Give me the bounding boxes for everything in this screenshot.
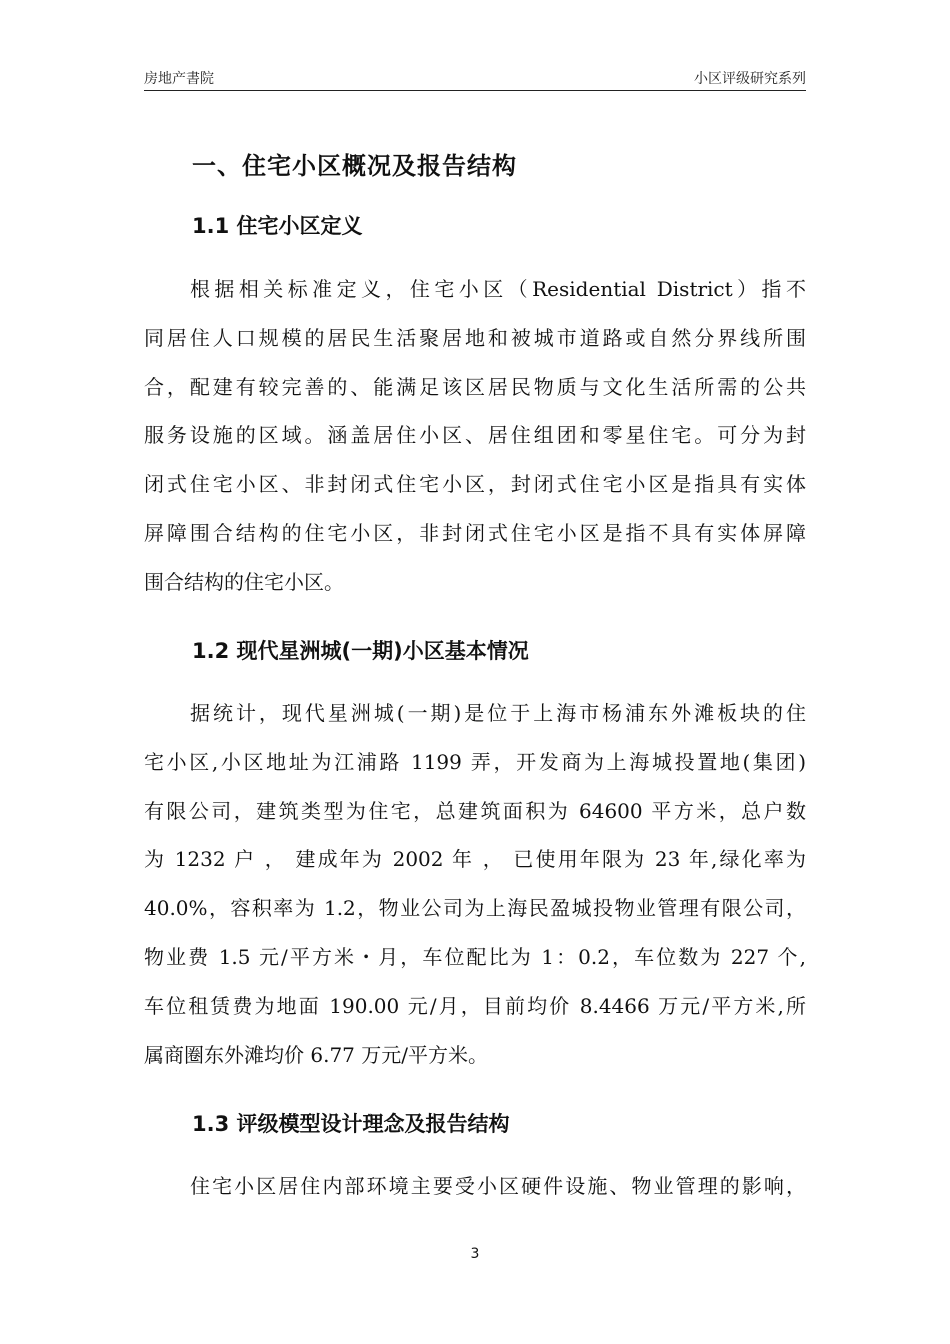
paragraph-line: 据统计，现代星洲城(一期)是位于上海市杨浦东外滩板块的住 (190, 701, 806, 725)
section-paragraph-1-2 (144, 689, 806, 1079)
paragraph-line: 根据相关标准定义，住宅小区（Residential District）指不 (190, 277, 806, 301)
section-paragraph-1-3 (144, 1162, 806, 1211)
paragraph-line: 合，配建有较完善的、能满足该区居民物质与文化生活所需的公共 (144, 374, 806, 399)
section-heading-1-2: 1.2 现代星洲城(一期)小区基本情况 (192, 639, 529, 663)
paragraph-line: 车位租赁费为地面 190.00 元/月，目前均价 8.4466 万元/平方米,所 (144, 993, 806, 1018)
paragraph-line: 屏障围合结构的住宅小区，非封闭式住宅小区是指不具有实体屏障 (144, 520, 806, 545)
section-heading-1-3: 1.3 评级模型设计理念及报告结构 (192, 1112, 510, 1136)
paragraph-line: 为 1232 户 ， 建成年为 2002 年 ， 已使用年限为 23 年,绿化率为 (144, 847, 806, 872)
header-left: 房地产書院 (144, 71, 214, 87)
paragraph-line: 40.0%，容积率为 1.2，物业公司为上海民盈城投物业管理有限公司， (144, 896, 806, 921)
header-right: 小区评级研究系列 (694, 71, 806, 87)
paragraph-line: 围合结构的住宅小区。 (144, 569, 344, 594)
paragraph-line: 宅小区,小区地址为江浦路 1199 弄，开发商为上海城投置地(集团) (144, 749, 806, 774)
paragraph-line: 有限公司，建筑类型为住宅，总建筑面积为 64600 平方米，总户数 (144, 798, 806, 823)
section-paragraph-1-1 (144, 265, 806, 607)
paragraph-line: 服务设施的区域。涵盖居住小区、居住组团和零星住宅。可分为封 (144, 423, 806, 448)
paragraph-line: 同居住人口规模的居民生活聚居地和被城市道路或自然分界线所围 (144, 325, 806, 350)
paragraph-line: 物业费 1.5 元/平方米・月，车位配比为 1：0.2，车位数为 227 个, (144, 944, 806, 969)
chapter-title: 一、住宅小区概况及报告结构 (192, 152, 517, 180)
section-heading-1-1: 1.1 住宅小区定义 (192, 214, 363, 238)
paragraph-line: 属商圈东外滩均价 6.77 万元/平方米。 (144, 1042, 488, 1067)
header-rule (144, 90, 806, 91)
page-number: 3 (470, 1246, 480, 1262)
paragraph-line: 住宅小区居住内部环境主要受小区硬件设施、物业管理的影响， (190, 1174, 806, 1198)
paragraph-line: 闭式住宅小区、非封闭式住宅小区，封闭式住宅小区是指具有实体 (144, 472, 806, 497)
